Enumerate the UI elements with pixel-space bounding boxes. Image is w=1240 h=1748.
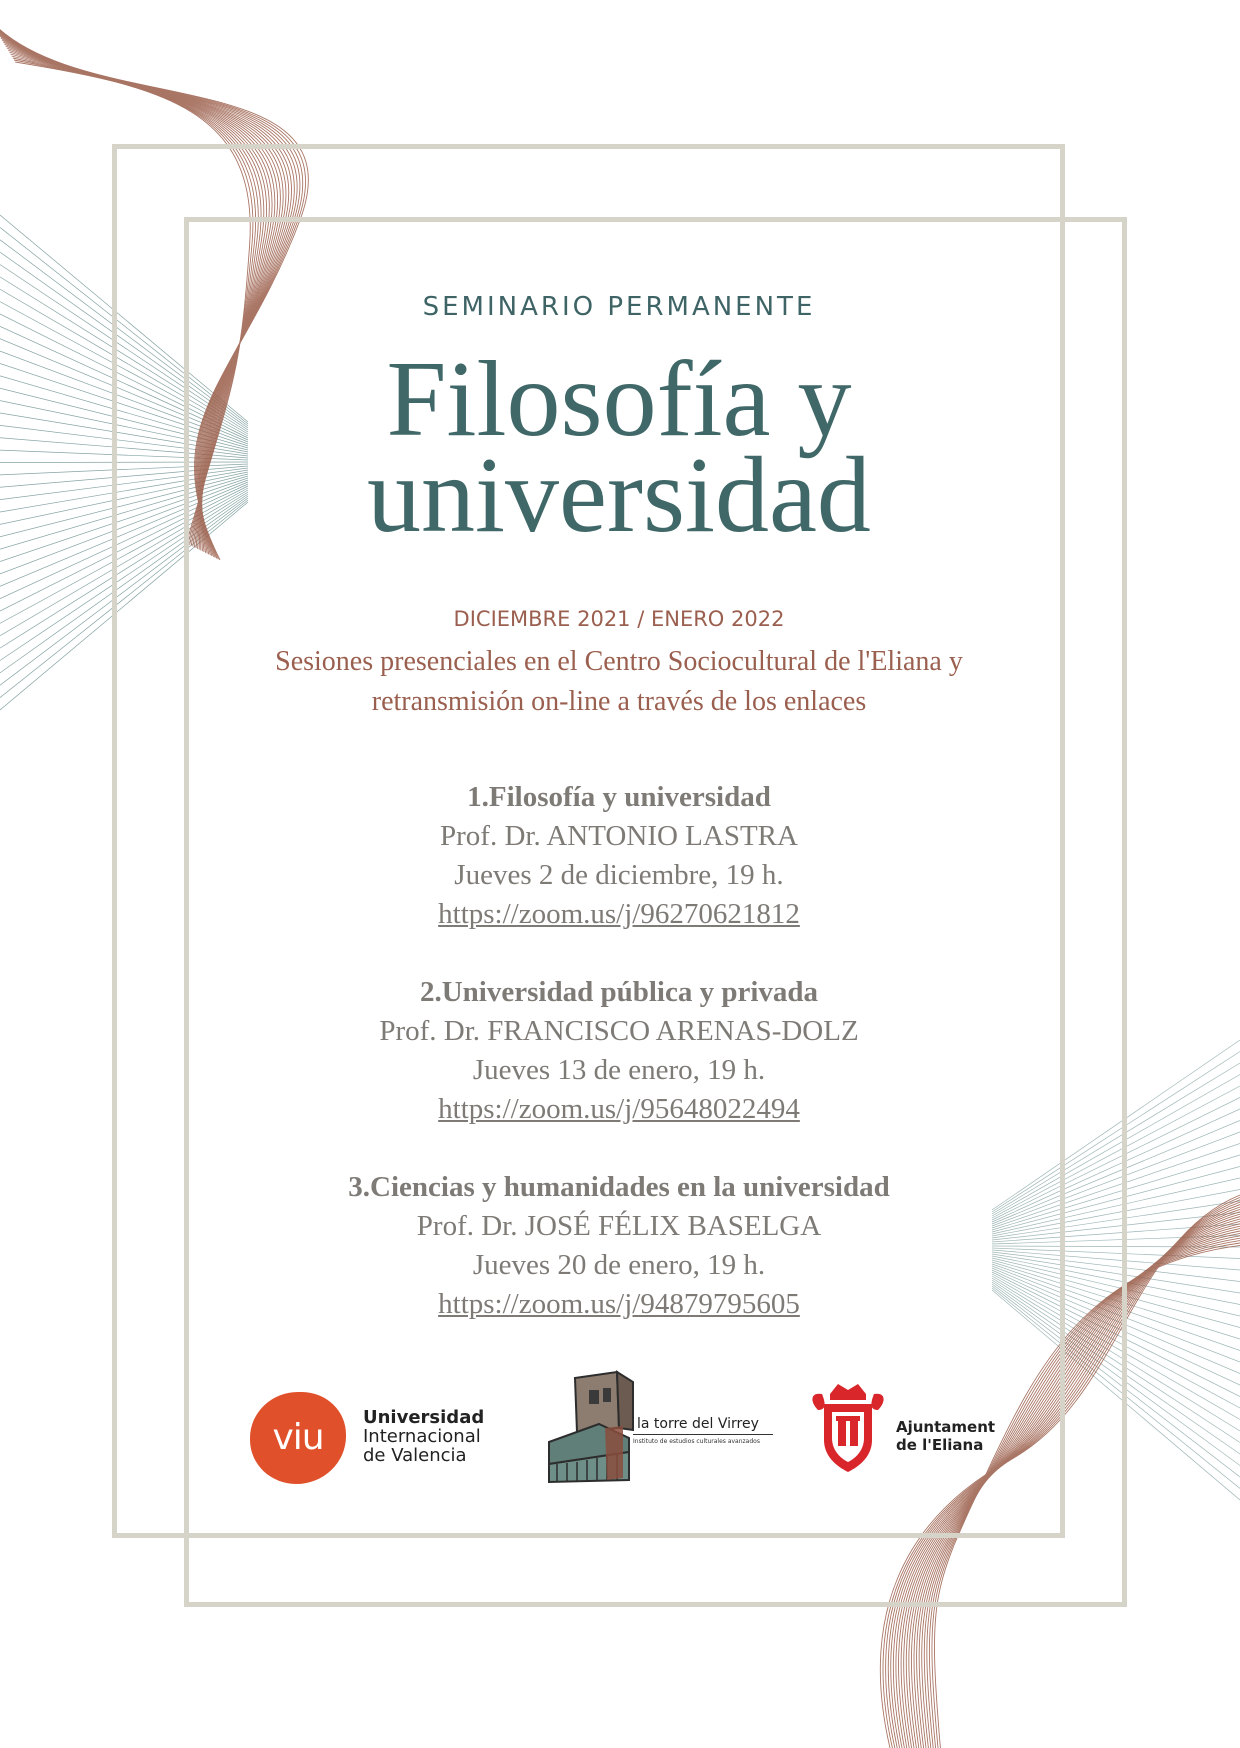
session-zoom-link[interactable]: https://zoom.us/j/94879795605: [438, 1288, 800, 1320]
session-title: 3.Ciencias y humanidades en la universidad: [348, 1171, 890, 1203]
torre-logo-rule: [633, 1434, 773, 1435]
viu-line-3: de Valencia: [363, 1445, 467, 1466]
session-date: Jueves 2 de diciembre, 19 h.: [454, 859, 784, 891]
ajuntament-logo: [808, 1380, 998, 1490]
session-speaker: Prof. Dr. ANTONIO LASTRA: [440, 820, 798, 852]
description: [184, 642, 1054, 722]
session-date: Jueves 13 de enero, 19 h.: [472, 1054, 766, 1086]
session-1: [184, 778, 1054, 934]
session-zoom-link[interactable]: https://zoom.us/j/96270621812: [438, 898, 800, 930]
coat-of-arms-icon: [808, 1380, 888, 1476]
tower-illustration-icon: [545, 1368, 645, 1488]
session-3: [184, 1168, 1054, 1324]
ajuntament-line-1: Ajuntament: [896, 1418, 996, 1436]
viu-logo: [250, 1388, 490, 1488]
title-line-2: universidad: [367, 436, 871, 555]
poster-title: [184, 340, 1054, 555]
seminar-kicker: SEMINARIO PERMANENTE: [422, 292, 816, 322]
session-zoom-link[interactable]: https://zoom.us/j/95648022494: [438, 1093, 800, 1125]
torre-logo-name: la torre del Virrey: [637, 1416, 759, 1432]
viu-line-2: Internacional: [363, 1426, 481, 1447]
ajuntament-logo-text: [896, 1418, 995, 1454]
description-line-1: Sesiones presenciales en el Centro Sociocultural de l'Eliana y: [275, 646, 963, 677]
torre-logo-subtitle: Instituto de estudios culturales avanzados: [633, 1438, 760, 1445]
session-2: [184, 973, 1054, 1129]
session-date: Jueves 20 de enero, 19 h.: [472, 1249, 766, 1281]
session-speaker: Prof. Dr. FRANCISCO ARENAS-DOLZ: [379, 1015, 859, 1047]
viu-line-1: Universidad: [363, 1407, 485, 1428]
date-range: DICIEMBRE 2021 / ENERO 2022: [453, 607, 785, 631]
viu-logo-text: [363, 1408, 484, 1465]
session-title: 1.Filosofía y universidad: [467, 781, 771, 813]
ajuntament-line-2: de l'Eliana: [896, 1436, 984, 1454]
description-line-2: retransmisión on-line a través de los enlaces: [371, 686, 867, 717]
title-line-1: Filosofía y: [386, 340, 852, 459]
session-title: 2.Universidad pública y privada: [419, 976, 819, 1008]
session-speaker: Prof. Dr. JOSÉ FÉLIX BASELGA: [416, 1210, 822, 1242]
torre-del-virrey-logo: [545, 1368, 775, 1488]
viu-logo-mark: viu: [250, 1392, 346, 1484]
